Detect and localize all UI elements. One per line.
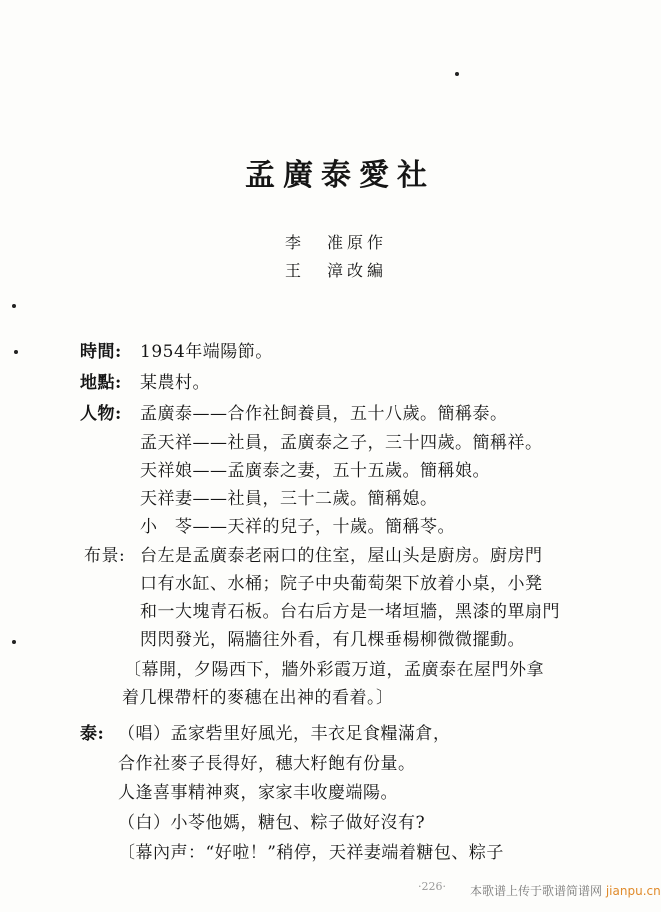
setting-line: 台左是孟廣泰老兩口的住室，屋山头是廚房。廚房門 xyxy=(140,546,543,566)
adapter-credit: 漳改編 xyxy=(327,261,388,280)
dialogue-line: （白）小苓他媽，糖包、粽子做好沒有? xyxy=(118,813,426,833)
watermark-text: 本歌谱上传于歌谱简谱网 xyxy=(470,884,603,898)
adapter-line xyxy=(285,258,387,281)
author-credit: 准原作 xyxy=(327,233,388,252)
setting-line: 口有水缸、水桶；院子中央葡萄架下放着小桌，小凳 xyxy=(140,574,543,594)
author-line xyxy=(285,230,387,253)
stage-direction: 〔幕開，夕陽西下，牆外彩霞万道，孟廣泰在屋門外拿 xyxy=(124,660,544,680)
scan-speck xyxy=(12,640,16,644)
character-item: 天祥妻——社員，三十二歲。簡稱媳。 xyxy=(140,489,438,509)
character-item: 孟廣泰——合作社飼養員，五十八歲。簡稱泰。 xyxy=(140,404,508,424)
setting-line: 和一大塊青石板。台右后方是一堵垣牆，黑漆的單扇門 xyxy=(140,602,560,622)
dialogue-line: 人逢喜事精神爽，家家丰收慶端陽。 xyxy=(118,783,398,803)
character-item: 孟天祥——社員，孟廣泰之子，三十四歲。簡稱祥。 xyxy=(140,433,543,453)
play-title: 孟廣泰愛社 xyxy=(245,158,435,193)
setting-label: 布景: xyxy=(84,546,126,566)
speaker-label: 泰: xyxy=(80,724,105,744)
characters-label: 人物: xyxy=(80,404,122,424)
place-text: 某農村。 xyxy=(140,373,210,393)
watermark-url: jianpu.cn xyxy=(605,884,661,898)
character-item: 小 苓——天祥的兒子，十歲。簡稱苓。 xyxy=(140,517,455,537)
scan-speck xyxy=(12,304,16,308)
character-item: 天祥娘——孟廣泰之妻，五十五歲。簡稱娘。 xyxy=(140,461,490,481)
scan-speck xyxy=(14,350,18,354)
time-label: 時間: xyxy=(80,342,122,362)
stage-direction: 着几棵帶杆的麥穗在出神的看着。〕 xyxy=(122,688,394,708)
time-text: 1954年端陽節。 xyxy=(140,342,273,362)
setting-line: 閃閃發光，隔牆往外看，有几棵垂楊柳微微擺動。 xyxy=(140,630,525,650)
page-number: ·226· xyxy=(418,880,446,893)
dialogue-line: 〔幕內声：“好啦！”稍停，天祥妻端着糖包、粽子 xyxy=(118,843,504,863)
dialogue-line: （唱）孟家砦里好風光，丰衣足食糧滿倉， xyxy=(118,724,451,744)
watermark xyxy=(470,882,661,899)
author-surname: 李 xyxy=(285,233,306,252)
dialogue-line: 合作社麥子長得好，穗大籽飽有份量。 xyxy=(118,754,416,774)
adapter-surname: 王 xyxy=(285,261,306,280)
scan-speck xyxy=(455,72,459,76)
place-label: 地點: xyxy=(80,373,122,393)
